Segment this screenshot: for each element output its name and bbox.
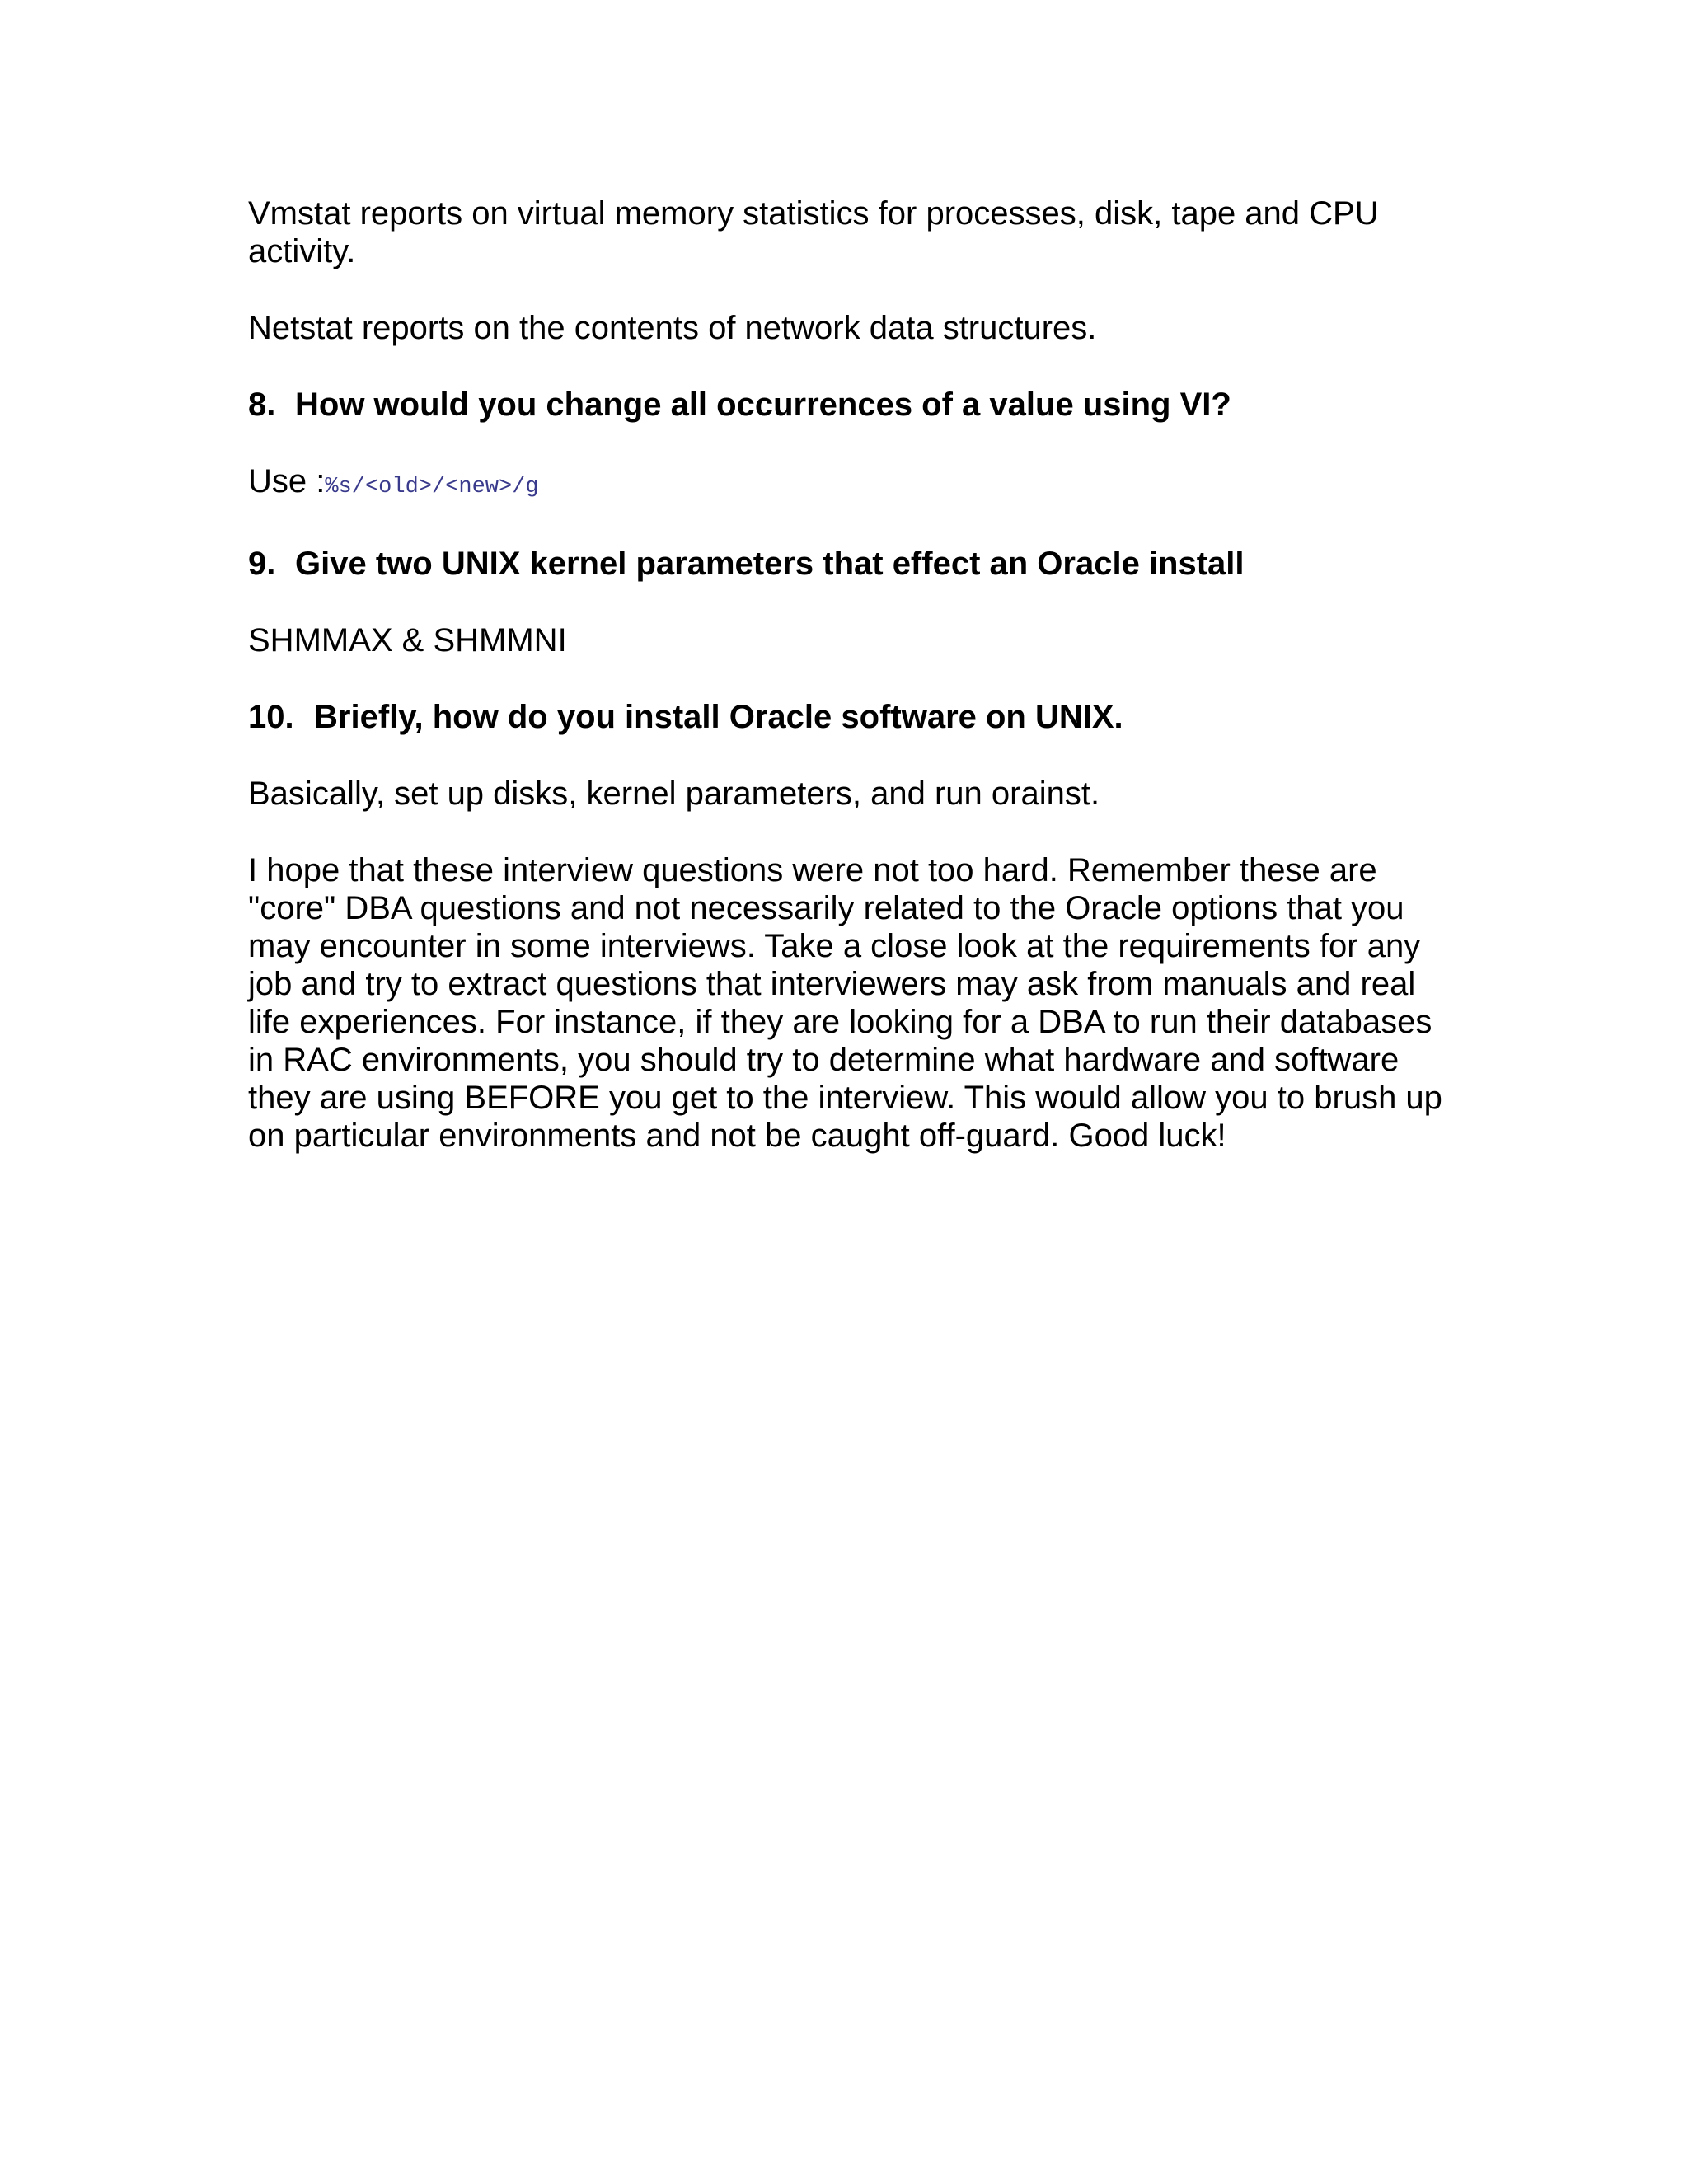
answer-9: SHMMAX & SHMMNI (248, 622, 567, 658)
netstat-paragraph: Netstat reports on the contents of network data structures. (248, 310, 1097, 346)
question-9 (248, 545, 1460, 583)
question-9-number: 9. (248, 546, 276, 582)
closing-paragraph: I hope that these interview questions were not too hard. Remember these are "core" DBA questions and not necessarily related to the Oracle options that you may encounter in some interviews. Take a close look at the requirements for any job and try to extract questions that interviewers may ask from manuals and real life experiences. For instance, if they are looking for a DBA to run their databases in RAC environments, you should try to determine what hardware and software they are using BEFORE you get to the interview. This would allow you to brush up on particular environments and not be caught off-guard. Good luck! (248, 852, 1442, 1154)
vi-substitute-command: %s/<old>/<new>/g (325, 475, 539, 499)
question-10 (248, 698, 1460, 736)
answer-8-prefix: Use : (248, 463, 326, 499)
answer-10: Basically, set up disks, kernel parameters, and run orainst. (248, 776, 1100, 812)
question-8 (248, 386, 1460, 424)
question-10-number: 10. (248, 699, 294, 735)
question-8-text: How would you change all occurrences of a value using VI? (295, 387, 1231, 423)
question-9-text: Give two UNIX kernel parameters that effect an Oracle install (295, 546, 1245, 582)
question-8-number: 8. (248, 387, 276, 423)
document-body (248, 194, 1460, 1193)
question-10-text: Briefly, how do you install Oracle software on UNIX. (314, 699, 1123, 735)
vmstat-paragraph: Vmstat reports on virtual memory statistics for processes, disk, tape and CPU activity. (248, 195, 1379, 269)
answer-8 (248, 462, 1460, 506)
